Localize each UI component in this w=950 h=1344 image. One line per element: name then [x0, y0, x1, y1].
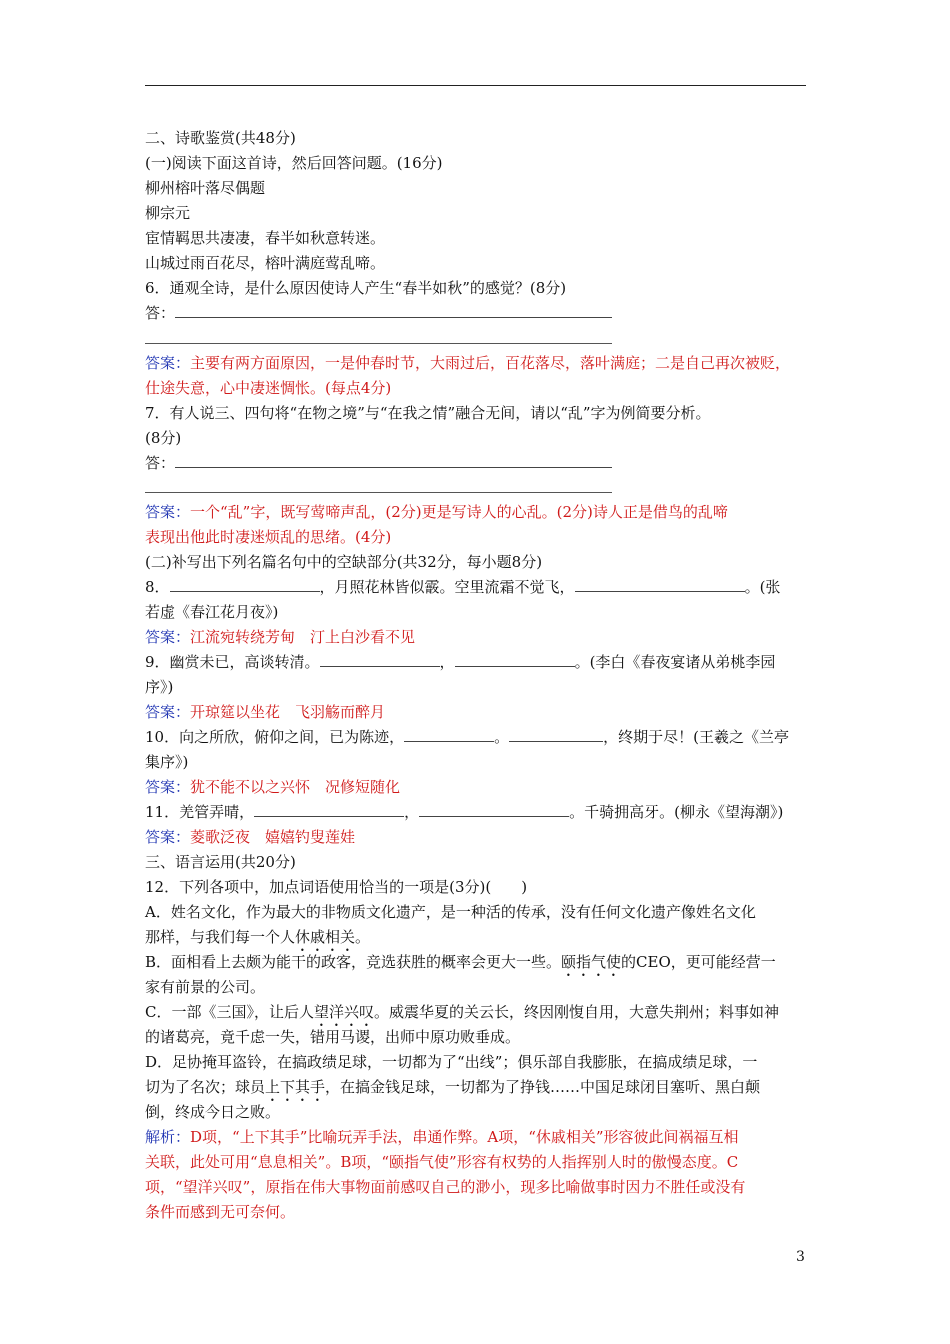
- blank[interactable]: [404, 727, 494, 742]
- blank[interactable]: [419, 802, 569, 817]
- answer-field-6[interactable]: [145, 303, 612, 323]
- answer-10: 答案：犹不能不以之兴怀 况修短随化: [145, 778, 401, 796]
- header-rule: [145, 85, 806, 86]
- answer-blank[interactable]: [175, 303, 612, 318]
- option-a-line-1[interactable]: A．姓名文化，作为最大的非物质文化遗产，是一种活的传承，没有任何文化遗产像姓名文化: [145, 903, 756, 921]
- question-10-line-2: 集序》): [145, 753, 189, 771]
- question-6: 6．通观全诗，是什么原因使诗人产生“春半如秋”的感觉？(8分): [145, 279, 567, 297]
- question-8-line-2: 若虚《春江花月夜》): [145, 603, 279, 621]
- option-a-line-2[interactable]: 那样，与我们每一个人休戚相关。: [145, 928, 371, 946]
- option-d-line-2[interactable]: 切为了名次；球员上下其手，在搞金钱足球，一切都为了挣钱……中国足球闭目塞听、黑白颠: [145, 1078, 761, 1096]
- answer-label: 答案：: [145, 354, 191, 372]
- answer-7-line-2: 表现出他此时凄迷烦乱的思绪。(4分): [145, 528, 392, 546]
- answer-label: 答案：: [145, 703, 191, 721]
- dotted-phrase-c: 望洋兴叹: [313, 1003, 374, 1021]
- answer-prefix: 答：: [145, 454, 176, 472]
- blank[interactable]: [320, 652, 440, 667]
- blank[interactable]: [254, 802, 404, 817]
- poem-line-1: 宦情羁思共凄凄，春半如秋意转迷。: [145, 229, 386, 247]
- question-10-line-1: 10．向之所欣，俯仰之间，已为陈迹， 。 ，终期于尽！(王羲之《兰亭: [145, 728, 789, 746]
- answer-label: 答案：: [145, 778, 191, 796]
- answer-6-line-1: 答案：主要有两方面原因，一是仲春时节，大雨过后，百花落尽，落叶满庭；二是自己再次被贬，: [145, 354, 791, 372]
- blank[interactable]: [509, 727, 603, 742]
- answer-9: 答案：开琼筵以坐花 飞羽觞而醉月: [145, 703, 386, 721]
- blank[interactable]: [455, 652, 575, 667]
- option-d-line-1[interactable]: D．足协掩耳盗铃，在搞政绩足球，一切都为了“出线”；俱乐部自我膨胀，在搞成绩足球，一: [145, 1053, 758, 1071]
- poem-author: 柳宗元: [145, 204, 191, 222]
- option-d-line-3[interactable]: 倒，终成今日之败。: [145, 1103, 281, 1121]
- dotted-phrase-a: 休戚相关: [295, 928, 356, 946]
- section-3-heading: 三、语言运用(共20分): [145, 853, 296, 871]
- answer-11: 答案：菱歌泛夜 嬉嬉钓叟莲娃: [145, 828, 356, 846]
- page-number: 3: [796, 1249, 805, 1265]
- question-8-line-1: 8． ，月照花林皆似霰。空里流霜不觉飞， 。(张: [145, 578, 781, 596]
- section-2-heading: 二、诗歌鉴赏(共48分): [145, 129, 296, 147]
- blank[interactable]: [575, 577, 745, 592]
- poem-title: 柳州榕叶落尽偶题: [145, 179, 266, 197]
- question-9-line-2: 序》): [145, 678, 174, 696]
- answer-line[interactable]: [145, 492, 612, 493]
- poem-line-2: 山城过雨百花尽，榕叶满庭莺乱啼。: [145, 254, 386, 272]
- option-c-line-1[interactable]: C．一部《三国》，让后人望洋兴叹。威震华夏的关云长，终因刚愎自用，大意失荆州；料事如神: [145, 1003, 780, 1021]
- option-b-line-1[interactable]: B．面相看上去颇为能干的政客，竞选获胜的概率会更大一些。颐指气使的CEO，更可能经营一: [145, 953, 776, 971]
- answer-prefix: 答：: [145, 304, 176, 322]
- part-1-intro: (一)阅读下面这首诗，然后回答问题。(16分): [145, 154, 443, 172]
- question-12: 12．下列各项中，加点词语使用恰当的一项是(3分)( ): [145, 878, 528, 896]
- explanation-line-1: 解析：D项，“上下其手”比喻玩弄手法，串通作弊。A项，“休戚相关”形容彼此间祸福互相: [145, 1128, 739, 1146]
- question-9-line-1: 9．幽赏未已，高谈转清。 ， 。(李白《春夜宴诸从弟桃李园: [145, 653, 776, 671]
- part-2-intro: (二)补写出下列名篇名句中的空缺部分(共32分，每小题8分): [145, 553, 543, 571]
- explanation-line-3: 项，“望洋兴叹”，原指在伟大事物面前感叹自己的渺小，现多比喻做事时因力不胜任或没有: [145, 1178, 746, 1196]
- answer-label: 答案：: [145, 628, 191, 646]
- answer-label: 答案：: [145, 503, 191, 521]
- answer-field-7[interactable]: [145, 453, 612, 473]
- answer-label: 答案：: [145, 828, 191, 846]
- explanation-label: 解析：: [145, 1128, 191, 1146]
- explanation-line-4: 条件而感到无可奈何。: [145, 1203, 296, 1221]
- answer-8: 答案：江流宛转绕芳甸 汀上白沙看不见: [145, 628, 416, 646]
- explanation-line-2: 关联，此处可用“息息相关”。B项，“颐指气使”形容有权势的人指挥别人时的傲慢态度。C: [145, 1153, 739, 1171]
- answer-blank[interactable]: [175, 453, 612, 468]
- answer-6-line-2: 仕途失意，心中凄迷惆怅。(每点4分): [145, 379, 392, 397]
- question-7-line-2: (8分): [145, 429, 182, 447]
- option-b-line-2[interactable]: 家有前景的公司。: [145, 978, 266, 996]
- option-c-line-2[interactable]: 的诸葛亮，竟千虑一失，错用马谡，出师中原功败垂成。: [145, 1028, 521, 1046]
- answer-line[interactable]: [145, 343, 612, 344]
- dotted-phrase-b: 颐指气使: [561, 953, 622, 971]
- answer-7-line-1: 答案：一个“乱”字，既写莺啼声乱，(2分)更是写诗人的心乱。(2分)诗人正是借鸟的乱啼: [145, 503, 728, 521]
- blank[interactable]: [170, 577, 320, 592]
- dotted-phrase-d: 上下其手: [265, 1078, 326, 1096]
- question-7-line-1: 7．有人说三、四句将“在物之境”与“在我之情”融合无间，请以“乱”字为例简要分析。: [145, 404, 711, 422]
- question-11-line-1: 11．羌管弄晴， ， 。千骑拥高牙。(柳永《望海潮》): [145, 803, 784, 821]
